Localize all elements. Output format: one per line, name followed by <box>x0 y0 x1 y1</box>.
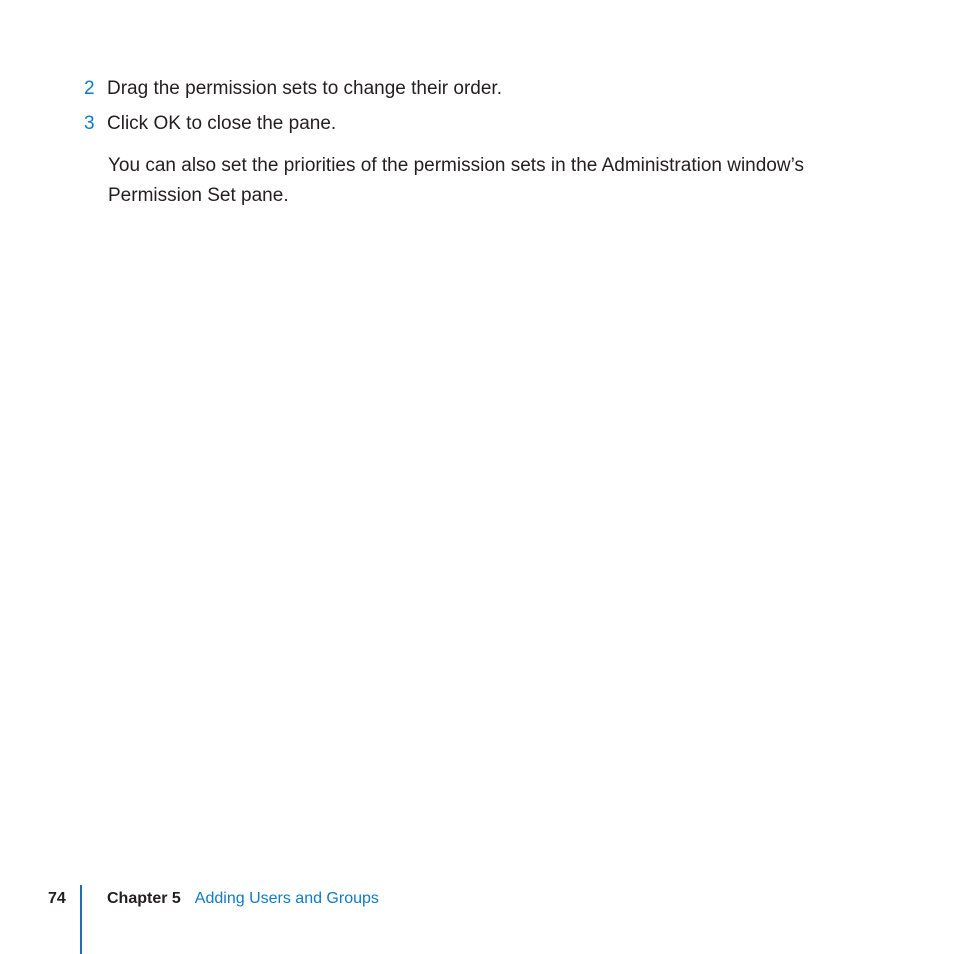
footer-chapter <box>107 889 379 909</box>
chapter-title: Adding Users and Groups <box>194 890 379 907</box>
step-2 <box>84 77 502 101</box>
footer-divider <box>80 885 82 954</box>
step-number: 2 <box>84 78 95 99</box>
step-text: Click OK to close the pane. <box>107 113 337 134</box>
chapter-label: Chapter 5 <box>107 890 181 907</box>
step-3 <box>84 112 336 136</box>
step-number: 3 <box>84 113 95 134</box>
step-text: Drag the permission sets to change their order. <box>107 78 502 99</box>
page-number: 74 <box>48 890 66 907</box>
note-paragraph: You can also set the priorities of the permission sets in the Administration window’s Permission Set pane. <box>108 155 804 206</box>
